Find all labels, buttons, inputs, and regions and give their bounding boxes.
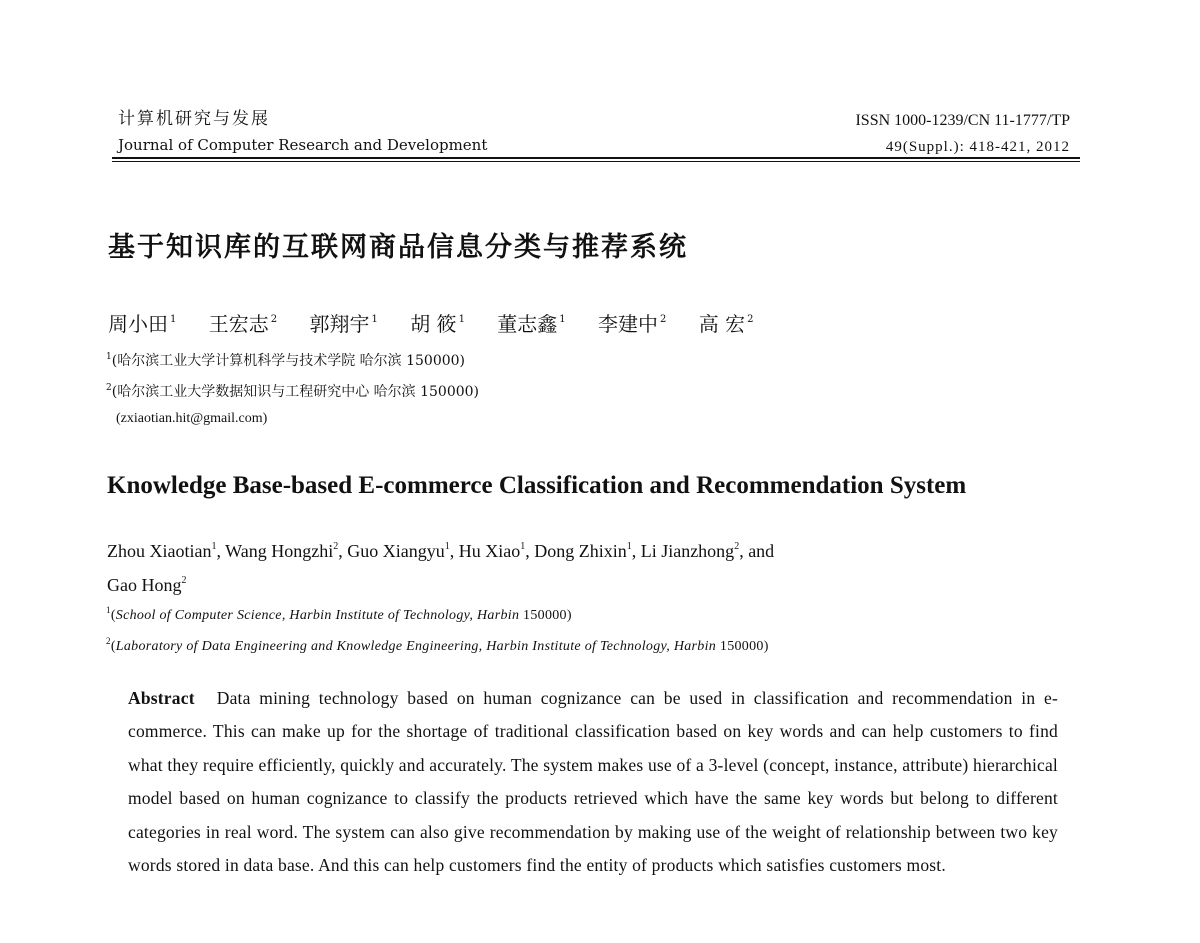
- author-en: Hu Xiao$^1$,: [458, 541, 535, 561]
- abstract: [128, 682, 1058, 882]
- header-rule-thin: [112, 161, 1080, 162]
- title-cn: 基于知识库的互联网商品信息分类与推荐系统: [108, 232, 688, 263]
- author-en: Zhou Xiaotian$^1$,: [107, 541, 226, 561]
- author-en: Guo Xiangyu$^1$,: [347, 541, 459, 561]
- journal-name-cn: 计算机研究与发展: [118, 109, 270, 129]
- author-cn: 胡 筱 $^1$: [410, 312, 465, 336]
- author-cn: 郭翔宇 $^1$: [309, 312, 378, 336]
- issn: ISSN 1000-1239/CN 11-1777/TP: [855, 112, 1070, 129]
- author-en: Li Jianzhong$^2$, and: [640, 541, 775, 561]
- authors-en: [107, 532, 1007, 600]
- authors-cn: [108, 306, 780, 338]
- title-en: Knowledge Base-based E-commerce Classification and Recommendation System: [107, 472, 967, 499]
- author-en: Dong Zhixin$^1$,: [534, 541, 641, 561]
- abstract-text: Data mining technology based on human cognizance can be used in classification and recommendation in e-commerce. This can make up for the shortage of traditional classification based on key words and can help customers to find what they require efficiently, quickly and accurately. The system makes use of a 3-level (concept, instance, attribute) hierarchical model based on human cognizance to classify the products retrieved which have the same key words but belong to different categories in real word. The system can also give recommendation by making use of the weight of relationship between two key words stored in data base. And this can help customers find the entity of products which satisfies customers most.: [128, 688, 1058, 876]
- header-rule-thick: [112, 157, 1080, 159]
- author-cn: 周小田 $^1$: [108, 312, 177, 336]
- affiliation-cn-2: $^2$(哈尔滨工业大学数据知识与工程研究中心 哈尔滨 150000): [106, 383, 480, 400]
- affiliation-en-2: $^2$(Laboratory of Data Engineering and Knowledge Engineering, Harbin Institute of Technology, Harbin 150000): [106, 636, 769, 654]
- journal-header-right: [855, 110, 1070, 157]
- journal-name-en: Journal of Computer Research and Development: [118, 136, 488, 154]
- affiliation-en-1: $^1$(School of Computer Science, Harbin Institute of Technology, Harbin 150000): [106, 605, 572, 623]
- author-en: Gao Hong$^2$: [107, 575, 187, 595]
- journal-header-left: [118, 108, 758, 155]
- abstract-label: Abstract: [128, 688, 195, 708]
- author-cn: 高 宏 $^2$: [698, 312, 754, 336]
- volume-pages: 49(Suppl.): 418-421, 2012: [885, 139, 1070, 155]
- affiliation-cn-1: $^1$(哈尔滨工业大学计算机科学与技术学院 哈尔滨 150000): [106, 352, 466, 369]
- author-en: Wang Hongzhi$^2$,: [225, 541, 348, 561]
- author-email: (zxiaotian.hit@gmail.com): [116, 411, 268, 426]
- author-cn: 李建中 $^2$: [598, 312, 667, 336]
- author-cn: 董志鑫 $^1$: [497, 312, 566, 336]
- author-cn: 王宏志 $^2$: [208, 312, 278, 336]
